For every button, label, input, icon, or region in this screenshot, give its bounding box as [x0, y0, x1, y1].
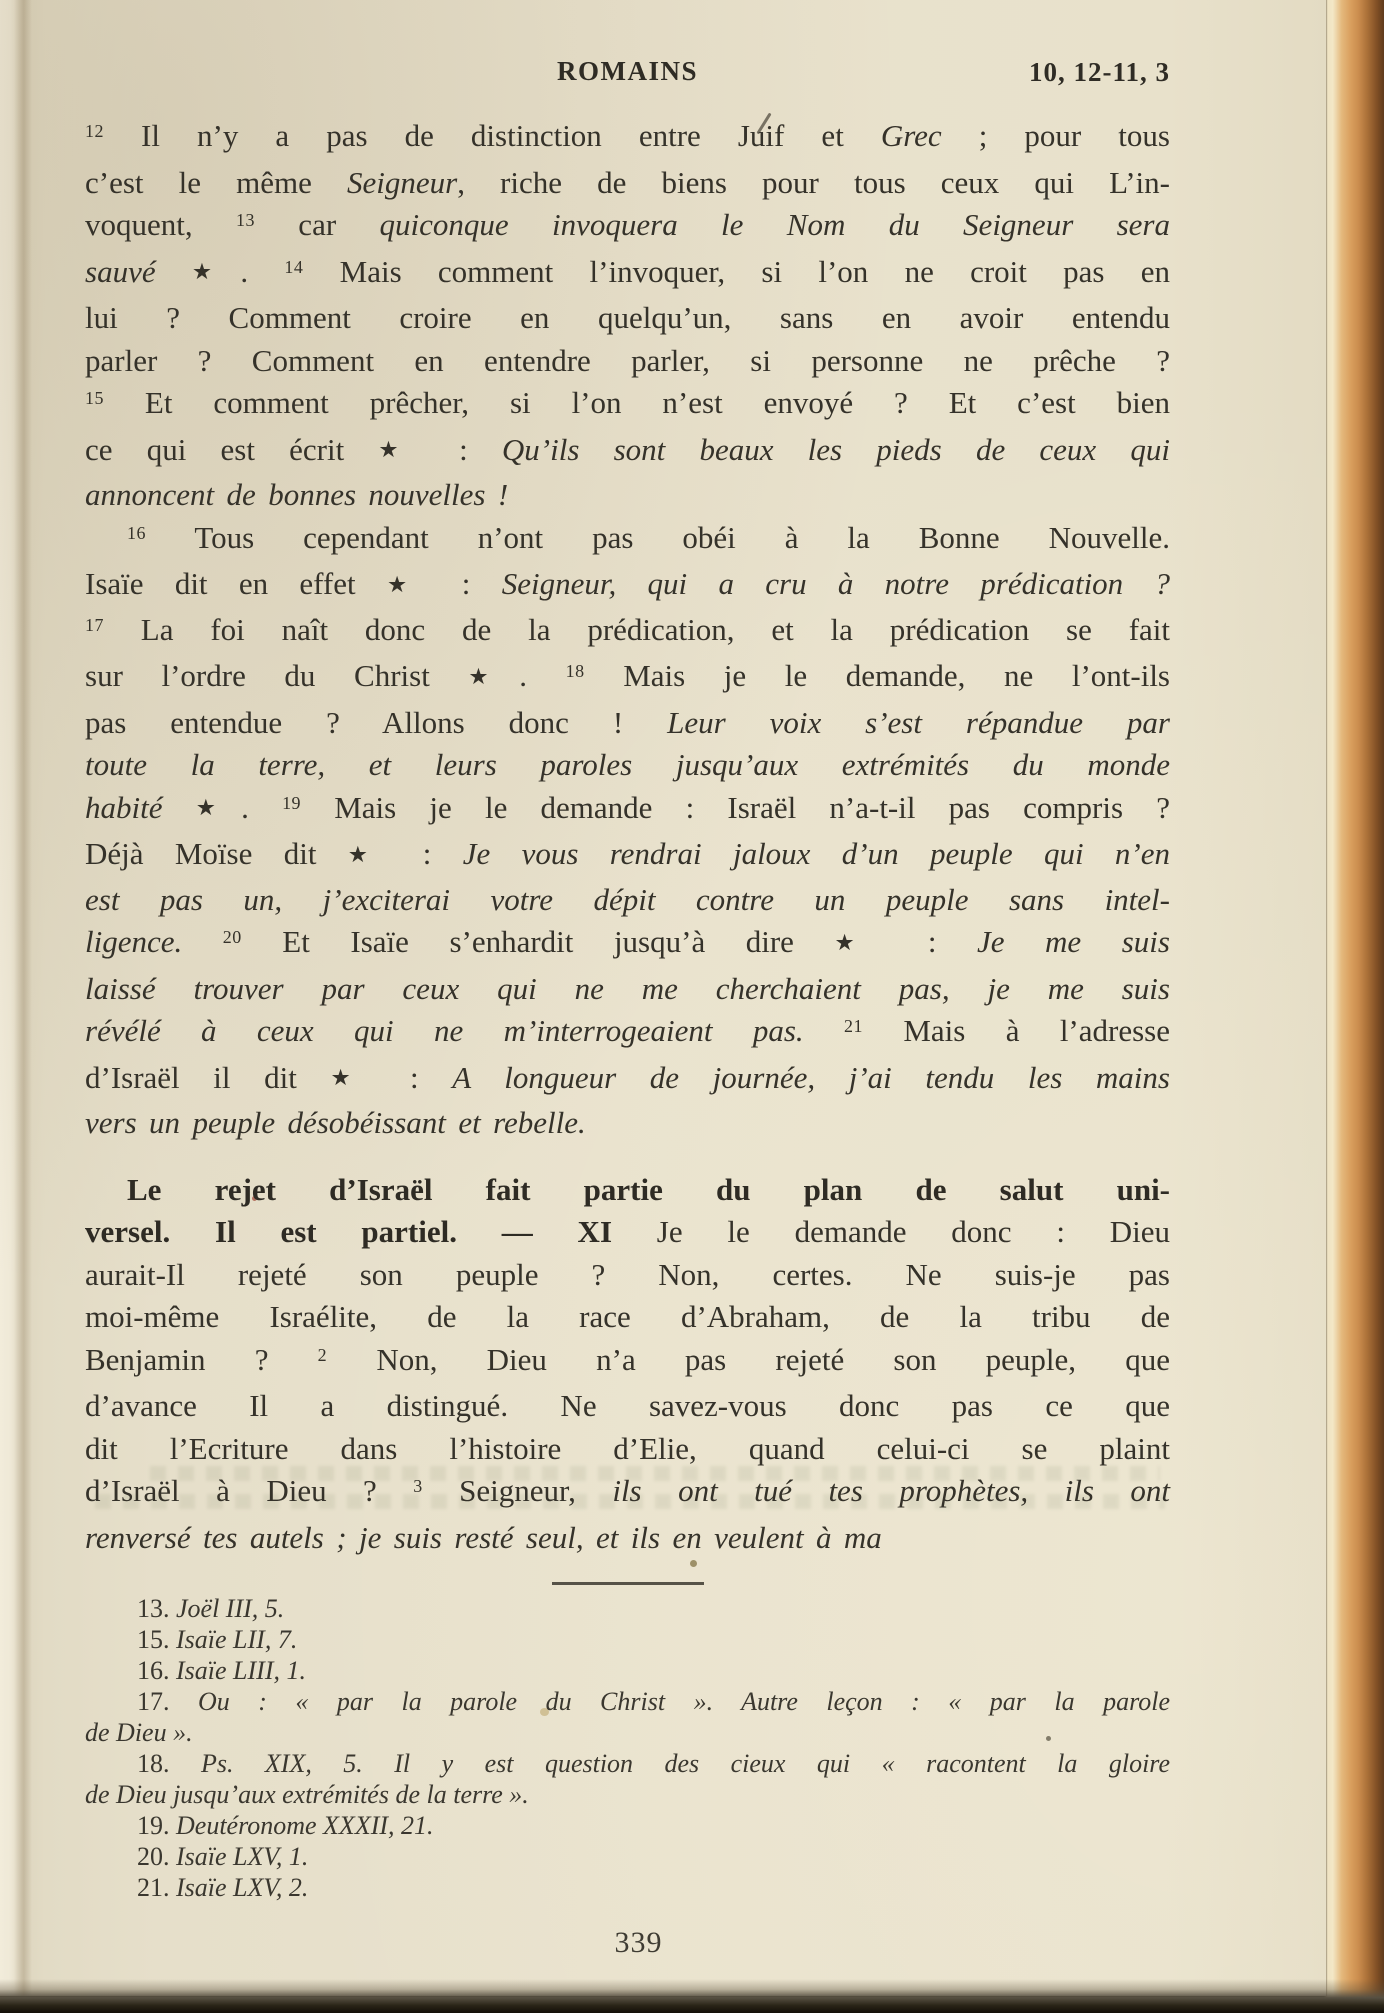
text-line: $^{15}$ Et comment prêcher, si l’on n’est envoyé ? Et c’est bien — [85, 385, 1170, 420]
left-fold-shadow — [14, 0, 32, 1996]
text-line: lui ? Comment croire en quelqu’un, sans en avoir entendu — [85, 300, 1170, 335]
text-line: parler ? Comment en entendre parler, si personne ne prêche ? — [85, 342, 1170, 378]
text-line: 15. Isaïe LII, 7. — [137, 1625, 298, 1654]
body-text — [85, 115, 1170, 1559]
paragraph — [85, 1169, 1170, 1560]
text-line: sauvé ★. $^{14}$ Mais comment l’invoquer, si l’on ne croit pas en — [85, 253, 1171, 289]
text-line: voquent, $^{13}$ car quiconque invoquera le Nom du Seigneur sera — [85, 207, 1170, 242]
text-line: vers un peuple désobéissant et rebelle. — [85, 1105, 586, 1140]
footnote — [85, 1593, 1170, 1624]
text-line: 19. Deutéronome XXXII, 21. — [137, 1811, 434, 1840]
footnote — [85, 1748, 1170, 1810]
text-line: Isaïe dit en effet ★ : Seigneur, qui a cru à notre prédication ? — [85, 566, 1170, 601]
text-line: de Dieu jusqu’aux extrémités de la terre ». — [85, 1780, 529, 1809]
footnotes — [85, 1593, 1170, 1903]
text-line: pas entendue ? Allons donc ! Leur voix s’est répandue par — [85, 704, 1170, 740]
text-line: Benjamin ? $^2$ Non, Dieu n’a pas rejeté son peuple, que — [85, 1341, 1170, 1377]
text-line: Le rejet d’Israël fait partie du plan de salut uni- — [127, 1171, 1170, 1207]
page-reference: 10, 12-11, 3 — [1028, 57, 1170, 87]
text-line: 18. Ps. XIX, 5. Il y est question des cieux qui « racontent la gloire — [137, 1749, 1170, 1778]
text-line: 17. Ou : « par la parole du Christ ». Autre leçon : « par la parole — [137, 1687, 1170, 1716]
text-line: révélé à ceux qui ne m’interrogeaient pas. $^{21}$ Mais à l’adresse — [85, 1013, 1170, 1048]
text-line: ligence. $^{20}$ Et Isaïe s’enhardit jusqu’à dire ★ : Je me suis — [85, 924, 1170, 959]
page-content — [85, 0, 1170, 1960]
text-line: Déjà Moïse dit ★ : Je vous rendrai jaloux d’un peuple qui n’en — [85, 836, 1170, 871]
text-line: moi-même Israélite, de la race d’Abraham, de la tribu de — [85, 1299, 1170, 1334]
text-line: versel. Il est partiel. — XI Je le demande donc : Dieu — [85, 1214, 1170, 1249]
text-line: $^{17}$ La foi naît donc de la prédication, et la prédication se fait — [85, 611, 1170, 647]
page-header — [85, 56, 1170, 90]
paragraph — [85, 115, 1170, 517]
text-line: c’est le même Seigneur, riche de biens pour tous ceux qui L’in- — [85, 164, 1170, 200]
running-title: ROMAINS — [556, 56, 699, 86]
footnote — [85, 1872, 1170, 1903]
text-line: aurait-Il rejeté son peuple ? Non, certes. Ne suis-je pas — [85, 1256, 1170, 1292]
footnote — [85, 1655, 1170, 1686]
page-edge-right — [1320, 0, 1384, 2013]
footnote — [85, 1841, 1170, 1872]
text-line: sur l’ordre du Christ ★. $^{18}$ Mais je le demande, ne l’ont-ils — [85, 658, 1171, 693]
footnote — [85, 1810, 1170, 1841]
text-line: annoncent de bonnes nouvelles ! — [85, 477, 509, 512]
text-line: 16. Isaïe LIII, 1. — [137, 1656, 306, 1685]
page-bottom-shadow — [0, 1979, 1384, 2013]
text-line: d’Israël il dit ★ : A longueur de journée, j’ai tendu les mains — [85, 1059, 1170, 1095]
text-line: ce qui est écrit ★ : Qu’ils sont beaux les pieds de ceux qui — [85, 431, 1170, 467]
footnote-separator — [552, 1582, 704, 1585]
text-line: 21. Isaïe LXV, 2. — [137, 1873, 309, 1902]
text-line: dit l’Ecriture dans l’histoire d’Elie, quand celui-ci se plaint — [85, 1430, 1170, 1466]
text-line: est pas un, j’exciterai votre dépit contre un peuple sans intel- — [85, 881, 1170, 917]
text-line: laissé trouver par ceux qui ne me cherchaient pas, je me suis — [85, 970, 1170, 1006]
text-line: d’avance Il a distingué. Ne savez-vous donc pas ce que — [85, 1388, 1170, 1423]
page-number: 339 — [614, 1926, 663, 1959]
text-line: renversé tes autels ; je suis resté seul, et ils en veulent à ma — [85, 1519, 882, 1555]
text-line: d’Israël à Dieu ? $^3$ Seigneur, ils ont tué tes prophètes, ils ont — [85, 1473, 1170, 1508]
footnote — [85, 1624, 1170, 1655]
text-line: $^{12}$ Il n’y a pas de distinction entre Juif et Grec ; pour tous — [85, 118, 1170, 153]
footnote — [85, 1686, 1170, 1748]
text-line: habité ★. $^{19}$ Mais je le demande : Israël n’a-t-il pas compris ? — [85, 789, 1170, 825]
text-line: de Dieu ». — [85, 1718, 193, 1747]
text-line: toute la terre, et leurs paroles jusqu’aux extrémités du monde — [85, 747, 1170, 782]
paragraph — [85, 517, 1170, 1145]
text-line: 20. Isaïe LXV, 1. — [137, 1842, 309, 1871]
text-line: 13. Joël III, 5. — [137, 1594, 285, 1623]
text-line: $^{16}$ Tous cependant n’ont pas obéi à la Bonne Nouvelle. — [127, 519, 1170, 555]
